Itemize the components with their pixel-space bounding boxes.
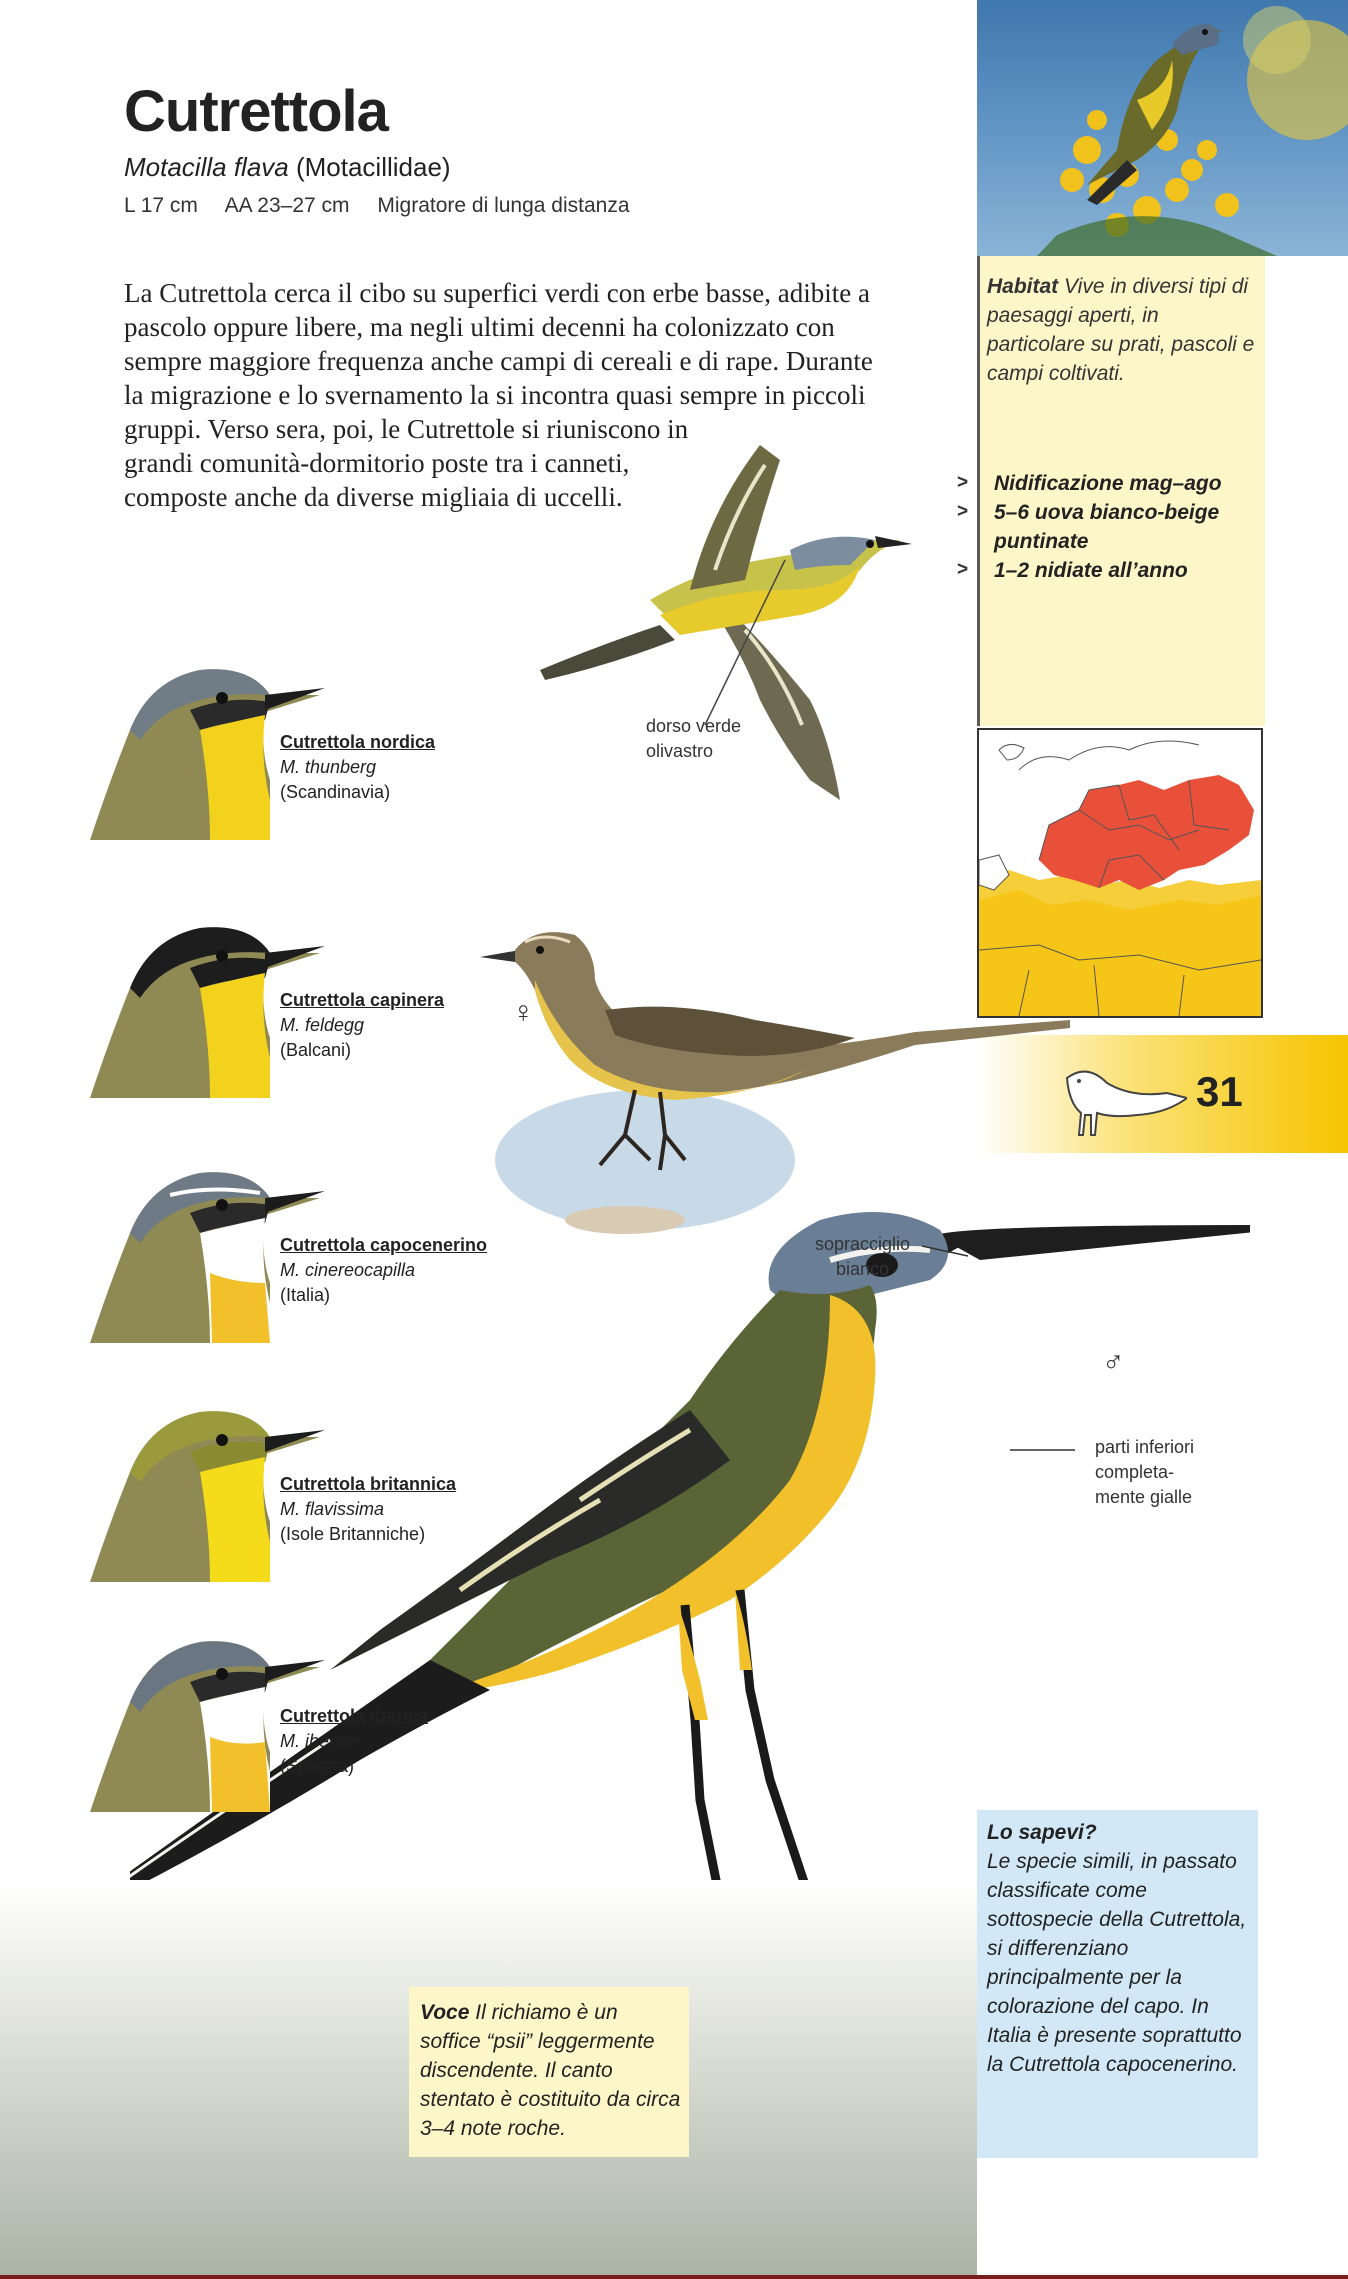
scientific-name-line xyxy=(124,152,451,183)
subspecies-throat xyxy=(200,715,270,840)
back-label xyxy=(646,714,741,764)
female-symbol: ♀ xyxy=(512,996,535,1029)
did-you-know-text xyxy=(987,1818,1247,2079)
bottom-rule xyxy=(0,2275,1348,2279)
eyebrow-label xyxy=(815,1232,910,1282)
subspecies-entry xyxy=(60,1382,520,1612)
page-number: 31 xyxy=(1196,1068,1243,1115)
subspecies-throat xyxy=(200,1457,270,1582)
voice-text xyxy=(420,1998,682,2143)
underparts-label-line: completa- xyxy=(1095,1462,1175,1482)
intro-line: pascolo oppure libere, ma negli ultimi decenni ha colonizzato con xyxy=(124,312,835,342)
eyebrow-label-line: bianco xyxy=(836,1259,890,1279)
subspecies-sci: M. flavissima xyxy=(280,1499,385,1519)
underparts-label-line: mente gialle xyxy=(1095,1487,1193,1507)
intro-line: grandi comunità-dormitorio poste tra i canneti, xyxy=(124,448,630,478)
male-symbol: ♂ xyxy=(1102,1346,1125,1379)
subspecies-entry xyxy=(60,1612,520,1842)
intro-line: sempre maggiore frequenza anche campi di cereali e di rape. Durante xyxy=(124,346,873,376)
subspecies-sci: M. cinereocapilla xyxy=(280,1260,416,1280)
length: L 17 cm xyxy=(124,194,198,217)
intro-line: composte anche da diverse migliaia di uccelli. xyxy=(124,482,623,512)
subspecies-name: Cutrettola britannica xyxy=(280,1474,457,1494)
page-title: Cutrettola xyxy=(124,79,388,144)
subspecies-sci: M. iberiae xyxy=(280,1731,360,1751)
breeding-item: Nidificazione mag–ago xyxy=(994,472,1222,495)
subspecies-sci: M. feldegg xyxy=(280,1015,365,1035)
intro-line: la migrazione e lo svernamento la si incontra quasi sempre in piccoli xyxy=(124,380,866,410)
habitat-label: Habitat xyxy=(987,275,1059,298)
subspecies-name: Cutrettola iberica xyxy=(280,1706,429,1726)
breeding-item: 1–2 nidiate all’anno xyxy=(994,559,1188,582)
subspecies-name: Cutrettola capinera xyxy=(280,990,445,1010)
subspecies-region: (Italia) xyxy=(280,1285,331,1305)
subspecies-entry xyxy=(60,640,520,870)
back-leader-line xyxy=(690,555,810,735)
habitat-text xyxy=(987,272,1257,388)
annotation-leader-lines xyxy=(910,1240,1110,1460)
measurements xyxy=(124,194,652,218)
subspecies-region: (Balcani) xyxy=(280,1040,352,1060)
subspecies-entry xyxy=(60,898,520,1128)
subspecies-name: Cutrettola nordica xyxy=(280,732,436,752)
back-label-line: olivastro xyxy=(646,741,714,761)
bullet-marker: > xyxy=(957,472,969,493)
subspecies-region: (Scandinavia) xyxy=(280,782,391,802)
bullet-marker: > xyxy=(957,559,969,580)
habitat-body: Vive in diversi tipi di paesaggi aperti, in particolare su prati, pascoli e campi coltivati. xyxy=(987,275,1255,385)
subspecies-sci: M. thunberg xyxy=(280,757,377,777)
wingspan: AA 23–27 cm xyxy=(224,194,350,217)
subspecies-region: (Isole Britanniche) xyxy=(280,1524,426,1544)
eyebrow-label-line: sopracciglio xyxy=(815,1234,911,1254)
migration-status: Migratore di lunga distanza xyxy=(377,194,630,217)
subspecies-entry xyxy=(60,1143,520,1373)
subspecies-region: (Spagna) xyxy=(280,1756,355,1776)
voice-body: Il richiamo è un soffice “psii” leggermente discendente. Il canto stentato è costituito da circa 3–4 note roche. xyxy=(420,2001,681,2140)
scientific-name: Motacilla flava xyxy=(124,152,289,182)
intro-line: gruppi. Verso sera, poi, le Cutrettole si riuniscono in xyxy=(124,414,689,444)
did-you-know-label: Lo sapevi? xyxy=(987,1821,1097,1844)
bird-photo xyxy=(977,0,1348,256)
intro-line: La Cutrettola cerca il cibo su superfici verdi con erbe basse, adibite a xyxy=(124,278,870,308)
back-label-line: dorso verde xyxy=(646,716,742,736)
family-name: (Motacillidae) xyxy=(295,152,451,182)
subspecies-name: Cutrettola capocenerino xyxy=(280,1235,488,1255)
subspecies-throat xyxy=(200,973,270,1098)
voice-label: Voce xyxy=(420,2001,470,2024)
underparts-label-line: parti inferiori xyxy=(1095,1437,1195,1457)
breeding-list xyxy=(994,469,1259,585)
did-you-know-body: Le specie simili, in passato classificate come sottospecie della Cutrettola, si differenziano principalmente per la colorazione del capo. In Italia è presente soprattutto la Cutrettola capocenerino. xyxy=(987,1850,1247,2076)
breeding-item: 5–6 uova bianco-beige puntinate xyxy=(994,501,1220,553)
bullet-marker: > xyxy=(957,501,969,522)
underparts-label xyxy=(1095,1435,1194,1510)
